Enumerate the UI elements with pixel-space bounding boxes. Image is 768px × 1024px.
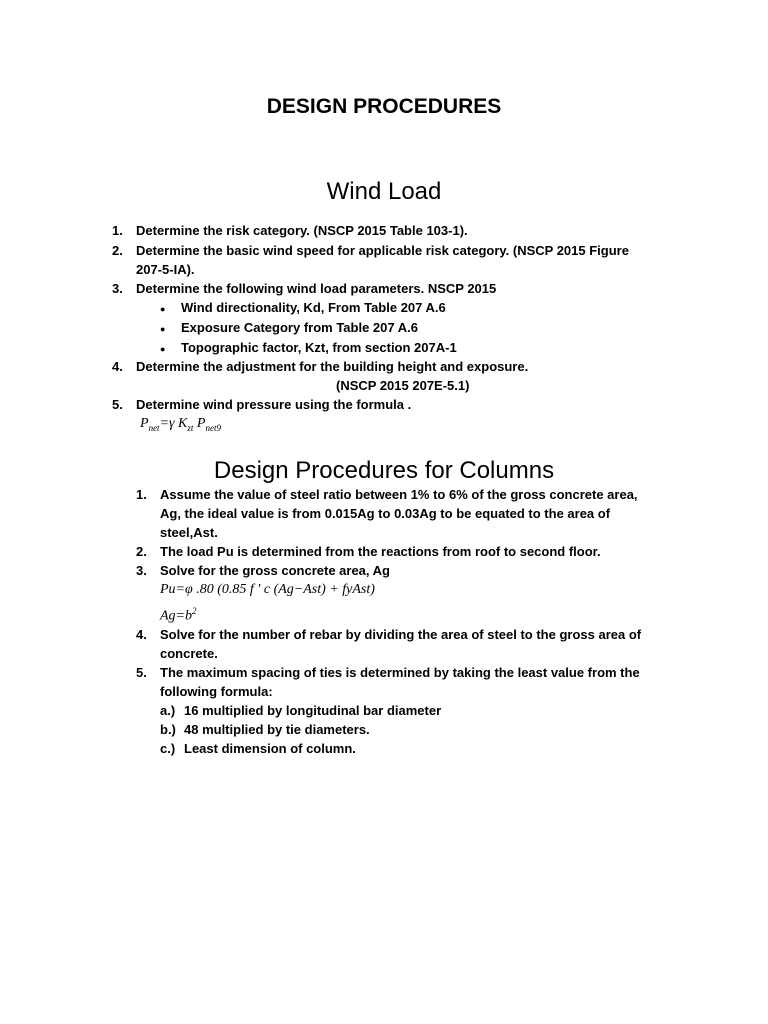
bullet-icon: ● bbox=[160, 324, 166, 334]
list-item-continuation: steel,Ast. bbox=[160, 525, 218, 540]
list-item: 2. Determine the basic wind speed for applicable risk category. (NSCP 2015 Figure bbox=[112, 243, 629, 258]
list-item: 3. Solve for the gross concrete area, Ag bbox=[136, 563, 390, 578]
list-item: 4. Determine the adjustment for the building height and exposure. bbox=[112, 359, 529, 374]
list-item-continuation: following formula: bbox=[160, 684, 273, 699]
list-item: 5. The maximum spacing of ties is determined by taking the least value from the bbox=[136, 665, 640, 680]
list-item: 1. Assume the value of steel ratio between 1% to 6% of the gross concrete area, bbox=[136, 487, 638, 502]
columns-heading: Design Procedures for Columns bbox=[213, 457, 555, 484]
list-item: 5. Determine wind pressure using the formula . bbox=[112, 397, 412, 412]
list-item-continuation: 207-5-IA). bbox=[136, 262, 195, 277]
sub-item: a.) 16 multiplied by longitudinal bar diameter bbox=[160, 703, 442, 718]
gross-area-formula: Pu=φ .80 (0.85 f ′ c (Ag−Ast) + fyAst) bbox=[160, 582, 375, 597]
list-item: 4. Solve for the number of rebar by dividing the area of steel to the gross area of bbox=[136, 627, 642, 642]
bullet-item: ● Topographic factor, Kzt, from section 207A-1 bbox=[181, 339, 457, 357]
bullet-icon: ● bbox=[160, 344, 166, 354]
area-square-formula: $Ag=b^2$ bbox=[160, 606, 197, 624]
bullet-icon: ● bbox=[160, 304, 166, 314]
list-item: 1. Determine the risk category. (NSCP 2015 Table 103-1). bbox=[112, 223, 468, 238]
list-item: 3. Determine the following wind load parameters. NSCP 2015 bbox=[112, 281, 497, 296]
list-item-continuation: (NSCP 2015 207E-5.1) bbox=[336, 378, 470, 393]
wind-load-heading: Wind Load bbox=[326, 178, 442, 205]
page-title: DESIGN PROCEDURES bbox=[266, 95, 502, 118]
bullet-item: ● Wind directionality, Kd, From Table 207 A.6 bbox=[181, 299, 446, 317]
sub-item: c.) Least dimension of column. bbox=[160, 741, 356, 756]
sub-item: b.) 48 multiplied by tie diameters. bbox=[160, 722, 370, 737]
bullet-item: ● Exposure Category from Table 207 A.6 bbox=[181, 319, 418, 337]
list-item: 2. The load Pu is determined from the reactions from roof to second floor. bbox=[136, 544, 601, 559]
wind-pressure-formula: $P_{net}=\gamma$ $K_{zt}$ $P_{net9}$ bbox=[140, 416, 221, 433]
list-item-continuation: Ag, the ideal value is from 0.015Ag to 0.03Ag to be equated to the area of bbox=[160, 506, 611, 521]
list-item-continuation: concrete. bbox=[160, 646, 218, 661]
